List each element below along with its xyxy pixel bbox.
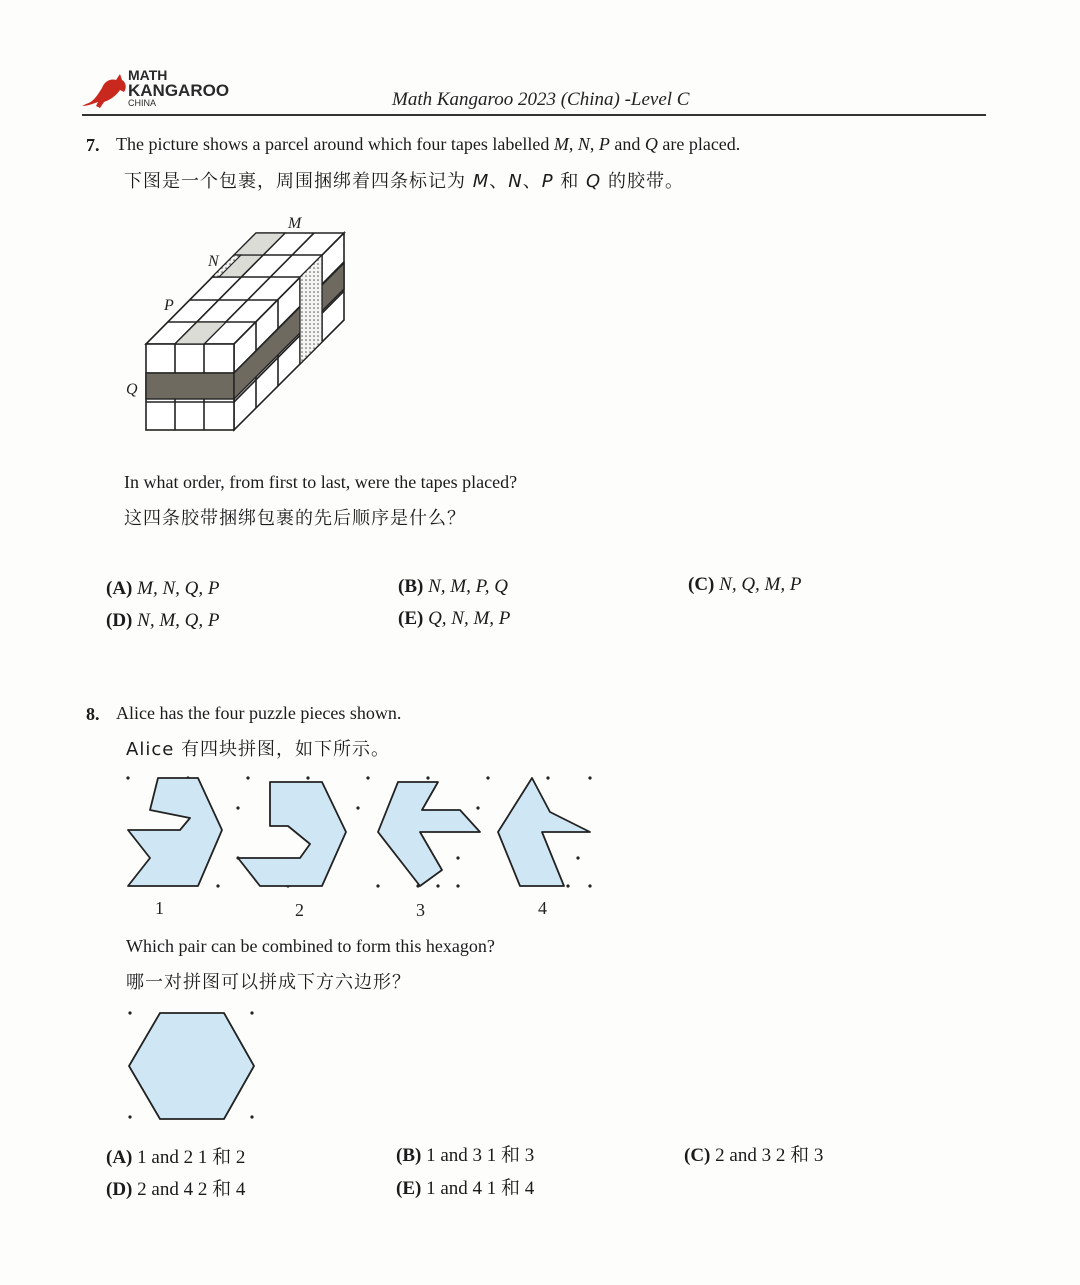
label-n: N (208, 253, 219, 270)
header-rule (82, 114, 986, 116)
q8-question-zh: 哪一对拼图可以拼成下方六边形？ (126, 972, 411, 993)
q8-text-zh: Alice 有四块拼图，如下所示。 (126, 739, 391, 760)
q7-option-e[interactable]: (E) Q, N, M, P (398, 608, 511, 629)
q7-text-zh: 下图是一个包裹，周围捆绑着四条标记为 M、N、P 和 Q 的胶带。 (124, 171, 684, 192)
q8-option-b[interactable]: (B) 1 and 3 1 和 3 (396, 1145, 535, 1166)
q8-option-d[interactable]: (D) 2 and 4 2 和 4 (106, 1179, 246, 1200)
q8-question-en: Which pair can be combined to form this hexagon? (126, 936, 495, 956)
label-m: M (288, 215, 302, 232)
piece-label-1: 1 (155, 898, 164, 918)
logo-line-math: MATH (128, 67, 168, 83)
q8-text-en: Alice has the four puzzle pieces shown. (116, 703, 402, 723)
q7-number: 7. (86, 135, 100, 155)
label-p: P (164, 297, 174, 314)
q7-text-en: The picture shows a parcel around which four tapes labelled M, N, P and Q are placed. (116, 134, 741, 154)
q8-number: 8. (86, 704, 100, 724)
q8-option-a[interactable]: (A) 1 and 2 1 和 2 (106, 1147, 246, 1168)
q8-option-c[interactable]: (C) 2 and 3 2 和 3 (684, 1145, 824, 1166)
kangaroo-icon (80, 66, 130, 110)
q7-question-zh: 这四条胶带捆绑包裹的先后顺序是什么？ (124, 508, 466, 529)
piece-label-3: 3 (416, 900, 425, 920)
puzzle-pieces-figure (120, 770, 600, 920)
q7-option-b[interactable]: (B) N, M, P, Q (398, 576, 508, 597)
q7-question-en: In what order, from first to last, were the tapes placed? (124, 472, 518, 492)
math-kangaroo-logo (80, 66, 230, 110)
tape-q-front (146, 373, 234, 399)
puzzle-piece-4 (498, 778, 590, 886)
logo-line-china: CHINA (128, 98, 157, 108)
label-q: Q (126, 381, 138, 398)
puzzle-piece-2 (238, 782, 346, 886)
logo-line-kangaroo: KANGAROO (128, 81, 230, 100)
q7-option-a[interactable]: (A) M, N, Q, P (106, 578, 220, 599)
piece-label-4: 4 (538, 898, 547, 918)
piece-label-2: 2 (295, 900, 304, 920)
puzzle-piece-3 (378, 782, 480, 886)
q8-option-e[interactable]: (E) 1 and 4 1 和 4 (396, 1178, 535, 1199)
q7-option-d[interactable]: (D) N, M, Q, P (106, 610, 220, 631)
hexagon-figure (120, 1005, 265, 1130)
q7-option-c[interactable]: (C) N, Q, M, P (688, 574, 802, 595)
puzzle-piece-1 (128, 778, 222, 886)
target-hexagon (129, 1013, 254, 1119)
page-header-title: Math Kangaroo 2023 (China) -Level C (392, 89, 690, 110)
parcel-figure (120, 210, 370, 435)
